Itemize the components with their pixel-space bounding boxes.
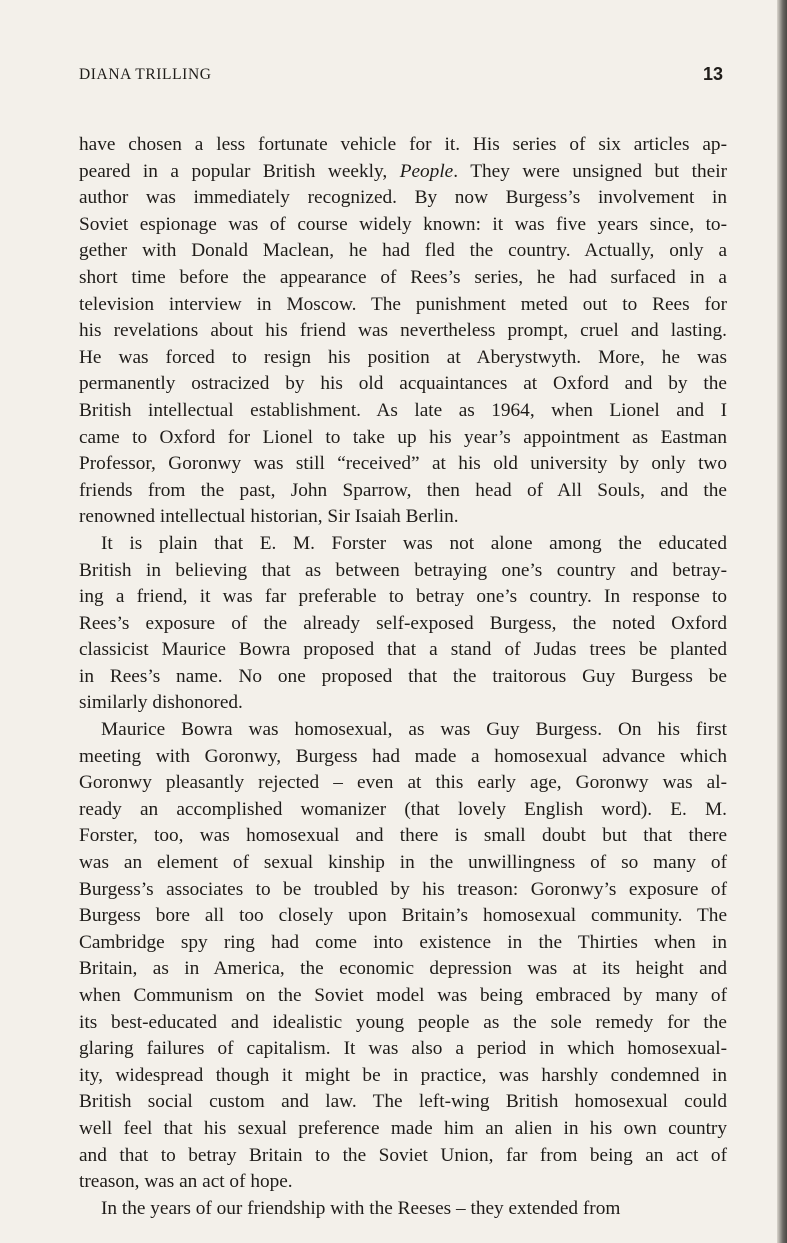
text-line: Professor, Goronwy was still “received” at his old university by only two: [79, 453, 727, 475]
text-line: British in believing that as between betraying one’s country and betray-: [79, 559, 727, 581]
body-text: [79, 132, 727, 1222]
paragraph: [79, 717, 727, 1196]
text-line: Forster, too, was homosexual and there is small doubt but that there: [79, 825, 727, 847]
text-line: friends from the past, John Sparrow, then head of All Souls, and the: [79, 479, 727, 501]
paragraph: [79, 531, 727, 717]
text-line: Rees’s exposure of the already self-exposed Burgess, the noted Oxford: [79, 612, 727, 634]
text-line: television interview in Moscow. The punishment meted out to Rees for: [79, 293, 727, 315]
text-line: and that to betray Britain to the Soviet Union, far from being an act of: [79, 1144, 727, 1166]
text-line: It is plain that E. M. Forster was not alone among the educated: [101, 532, 727, 554]
text-line: peared in a popular British weekly, People. They were unsigned but their: [79, 160, 727, 182]
text-line: glaring failures of capitalism. It was also a period in which homosexual-: [79, 1038, 727, 1060]
text-line: in Rees’s name. No one proposed that the traitorous Guy Burgess be: [79, 665, 727, 687]
text-line: British social custom and law. The left-wing British homosexual could: [79, 1091, 727, 1113]
paragraph: [79, 132, 727, 531]
page-number: 13: [702, 64, 723, 84]
text-line: permanently ostracized by his old acquaintances at Oxford and by the: [79, 373, 727, 395]
text-line: short time before the appearance of Rees’s series, he had surfaced in a: [79, 266, 727, 288]
paragraph: [79, 1196, 727, 1223]
text-line: Burgess’s associates to be troubled by his treason: Goronwy’s exposure of: [79, 878, 727, 900]
text-line: was an element of sexual kinship in the unwillingness of so many of: [79, 852, 727, 874]
page-edge-shadow: [777, 0, 787, 1243]
text-line: have chosen a less fortunate vehicle for it. His series of six articles ap-: [79, 134, 727, 155]
text-line: well feel that his sexual preference made him an alien in his own country: [79, 1117, 727, 1139]
text-line: ity, widespread though it might be in practice, was harshly condemned in: [79, 1064, 727, 1086]
text-line: ready an accomplished womanizer (that lovely English word). E. M.: [79, 798, 727, 820]
running-head: [79, 66, 723, 90]
text-line: Goronwy pleasantly rejected – even at this early age, Goronwy was al-: [79, 772, 727, 794]
text-line: ing a friend, it was far preferable to betray one’s country. In response to: [79, 586, 727, 608]
text-line: meeting with Goronwy, Burgess had made a homosexual advance which: [79, 745, 727, 767]
text-line: Burgess bore all too closely upon Britain’s homosexual community. The: [79, 905, 727, 927]
text-line: author was immediately recognized. By now Burgess’s involvement in: [79, 187, 727, 209]
running-head-author: DIANA TRILLING: [79, 66, 212, 83]
text-line: Cambridge spy ring had come into existence in the Thirties when in: [79, 931, 727, 953]
text-line: Britain, as in America, the economic depression was at its height and: [79, 958, 727, 980]
text-line: its best-educated and idealistic young people as the sole remedy for the: [79, 1011, 727, 1033]
text-line: In the years of our friendship with the Reeses – they extended from: [101, 1197, 621, 1219]
text-line: Maurice Bowra was homosexual, as was Guy Burgess. On his first: [101, 719, 727, 741]
text-line: classicist Maurice Bowra proposed that a stand of Judas trees be planted: [79, 639, 727, 661]
text-line: his revelations about his friend was nevertheless prompt, cruel and lasting.: [79, 320, 727, 342]
text-line: British intellectual establishment. As late as 1964, when Lionel and I: [79, 399, 727, 421]
text-line: came to Oxford for Lionel to take up his year’s appointment as Eastman: [79, 426, 727, 448]
text-line: Soviet espionage was of course widely known: it was five years since, to-: [79, 213, 727, 235]
text-line: renowned intellectual historian, Sir Isaiah Berlin.: [79, 506, 459, 528]
text-line: gether with Donald Maclean, he had fled the country. Actually, only a: [79, 240, 727, 262]
text-line: similarly dishonored.: [79, 692, 243, 714]
text-line: treason, was an act of hope.: [79, 1171, 293, 1193]
magazine-title: People: [399, 160, 454, 182]
text-line: He was forced to resign his position at Aberystwyth. More, he was: [79, 346, 727, 368]
text-line: when Communism on the Soviet model was being embraced by many of: [79, 985, 727, 1006]
